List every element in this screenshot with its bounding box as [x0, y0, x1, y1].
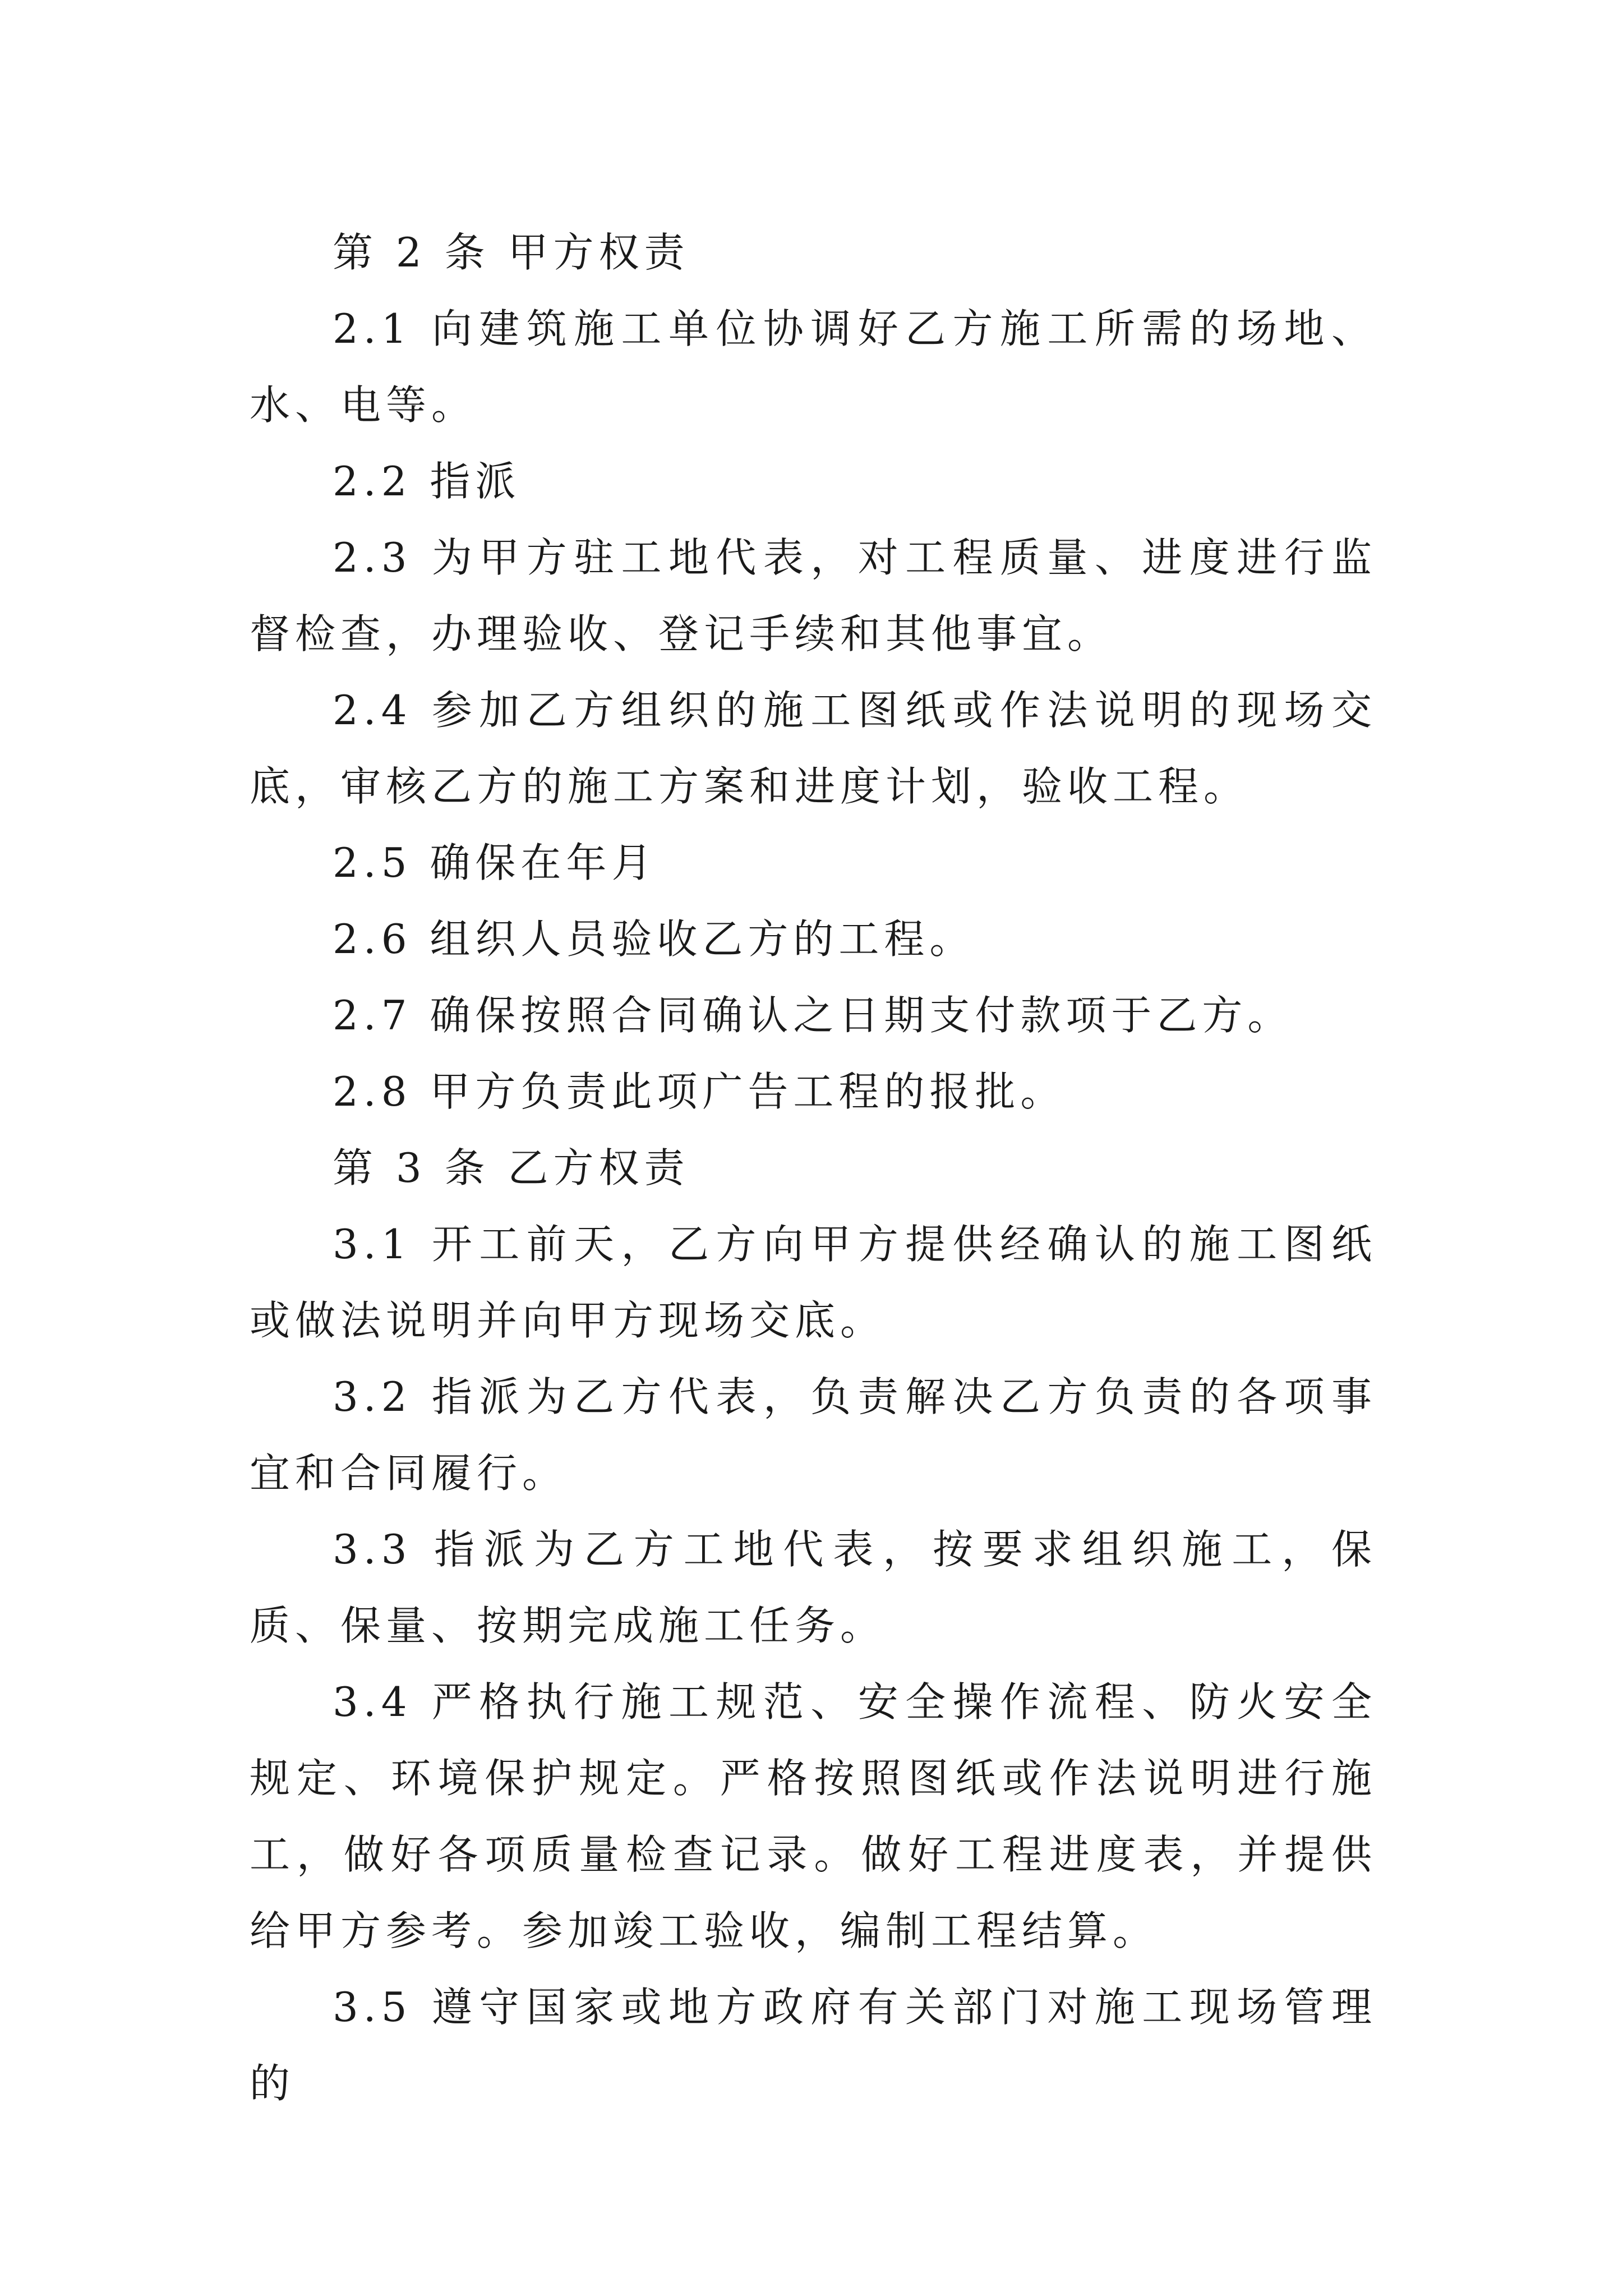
- clause-3-4: 3.4 严格执行施工规范、安全操作流程、防火安全规定、环境保护规定。严格按照图纸或作法说明进行施工，做好各项质量检查记录。做好工程进度表，并提供给甲方参考。参加竣工验收，编制工程结算。: [250, 1678, 1377, 1954]
- clause-2-3: 2.3 为甲方驻工地代表，对工程质量、进度进行监督检查，办理验收、登记手续和其他事宜。: [250, 534, 1377, 657]
- clause-3-3: 3.3 指派为乙方工地代表，按要求组织施工，保质、保量、按期完成施工任务。: [250, 1526, 1377, 1649]
- section-2-heading: 第 2 条 甲方权责: [333, 229, 690, 276]
- clause-2-8: 2.8 甲方负责此项广告工程的报批。: [333, 1068, 1066, 1115]
- clause-2-7: 2.7 确保按照合同确认之日期支付款项于乙方。: [333, 992, 1293, 1039]
- clause-2-4: 2.4 参加乙方组织的施工图纸或作法说明的现场交底，审核乙方的施工方案和进度计划，验收工程。: [250, 687, 1377, 810]
- section-3-heading: 第 3 条 乙方权责: [333, 1144, 690, 1191]
- clause-3-2: 3.2 指派为乙方代表，负责解决乙方负责的各项事宜和合同履行。: [250, 1373, 1377, 1497]
- document-body: [250, 214, 1377, 2122]
- clause-3-1: 3.1 开工前天，乙方向甲方提供经确认的施工图纸或做法说明并向甲方现场交底。: [250, 1221, 1377, 1344]
- clause-2-6: 2.6 组织人员验收乙方的工程。: [333, 915, 975, 963]
- clause-2-5: 2.5 确保在年月: [333, 839, 657, 886]
- clause-2-2: 2.2 指派: [333, 458, 521, 505]
- clause-2-1: 2.1 向建筑施工单位协调好乙方施工所需的场地、水、电等。: [250, 305, 1377, 429]
- clause-3-5: 3.5 遵守国家或地方政府有关部门对施工现场管理的: [250, 1984, 1377, 2107]
